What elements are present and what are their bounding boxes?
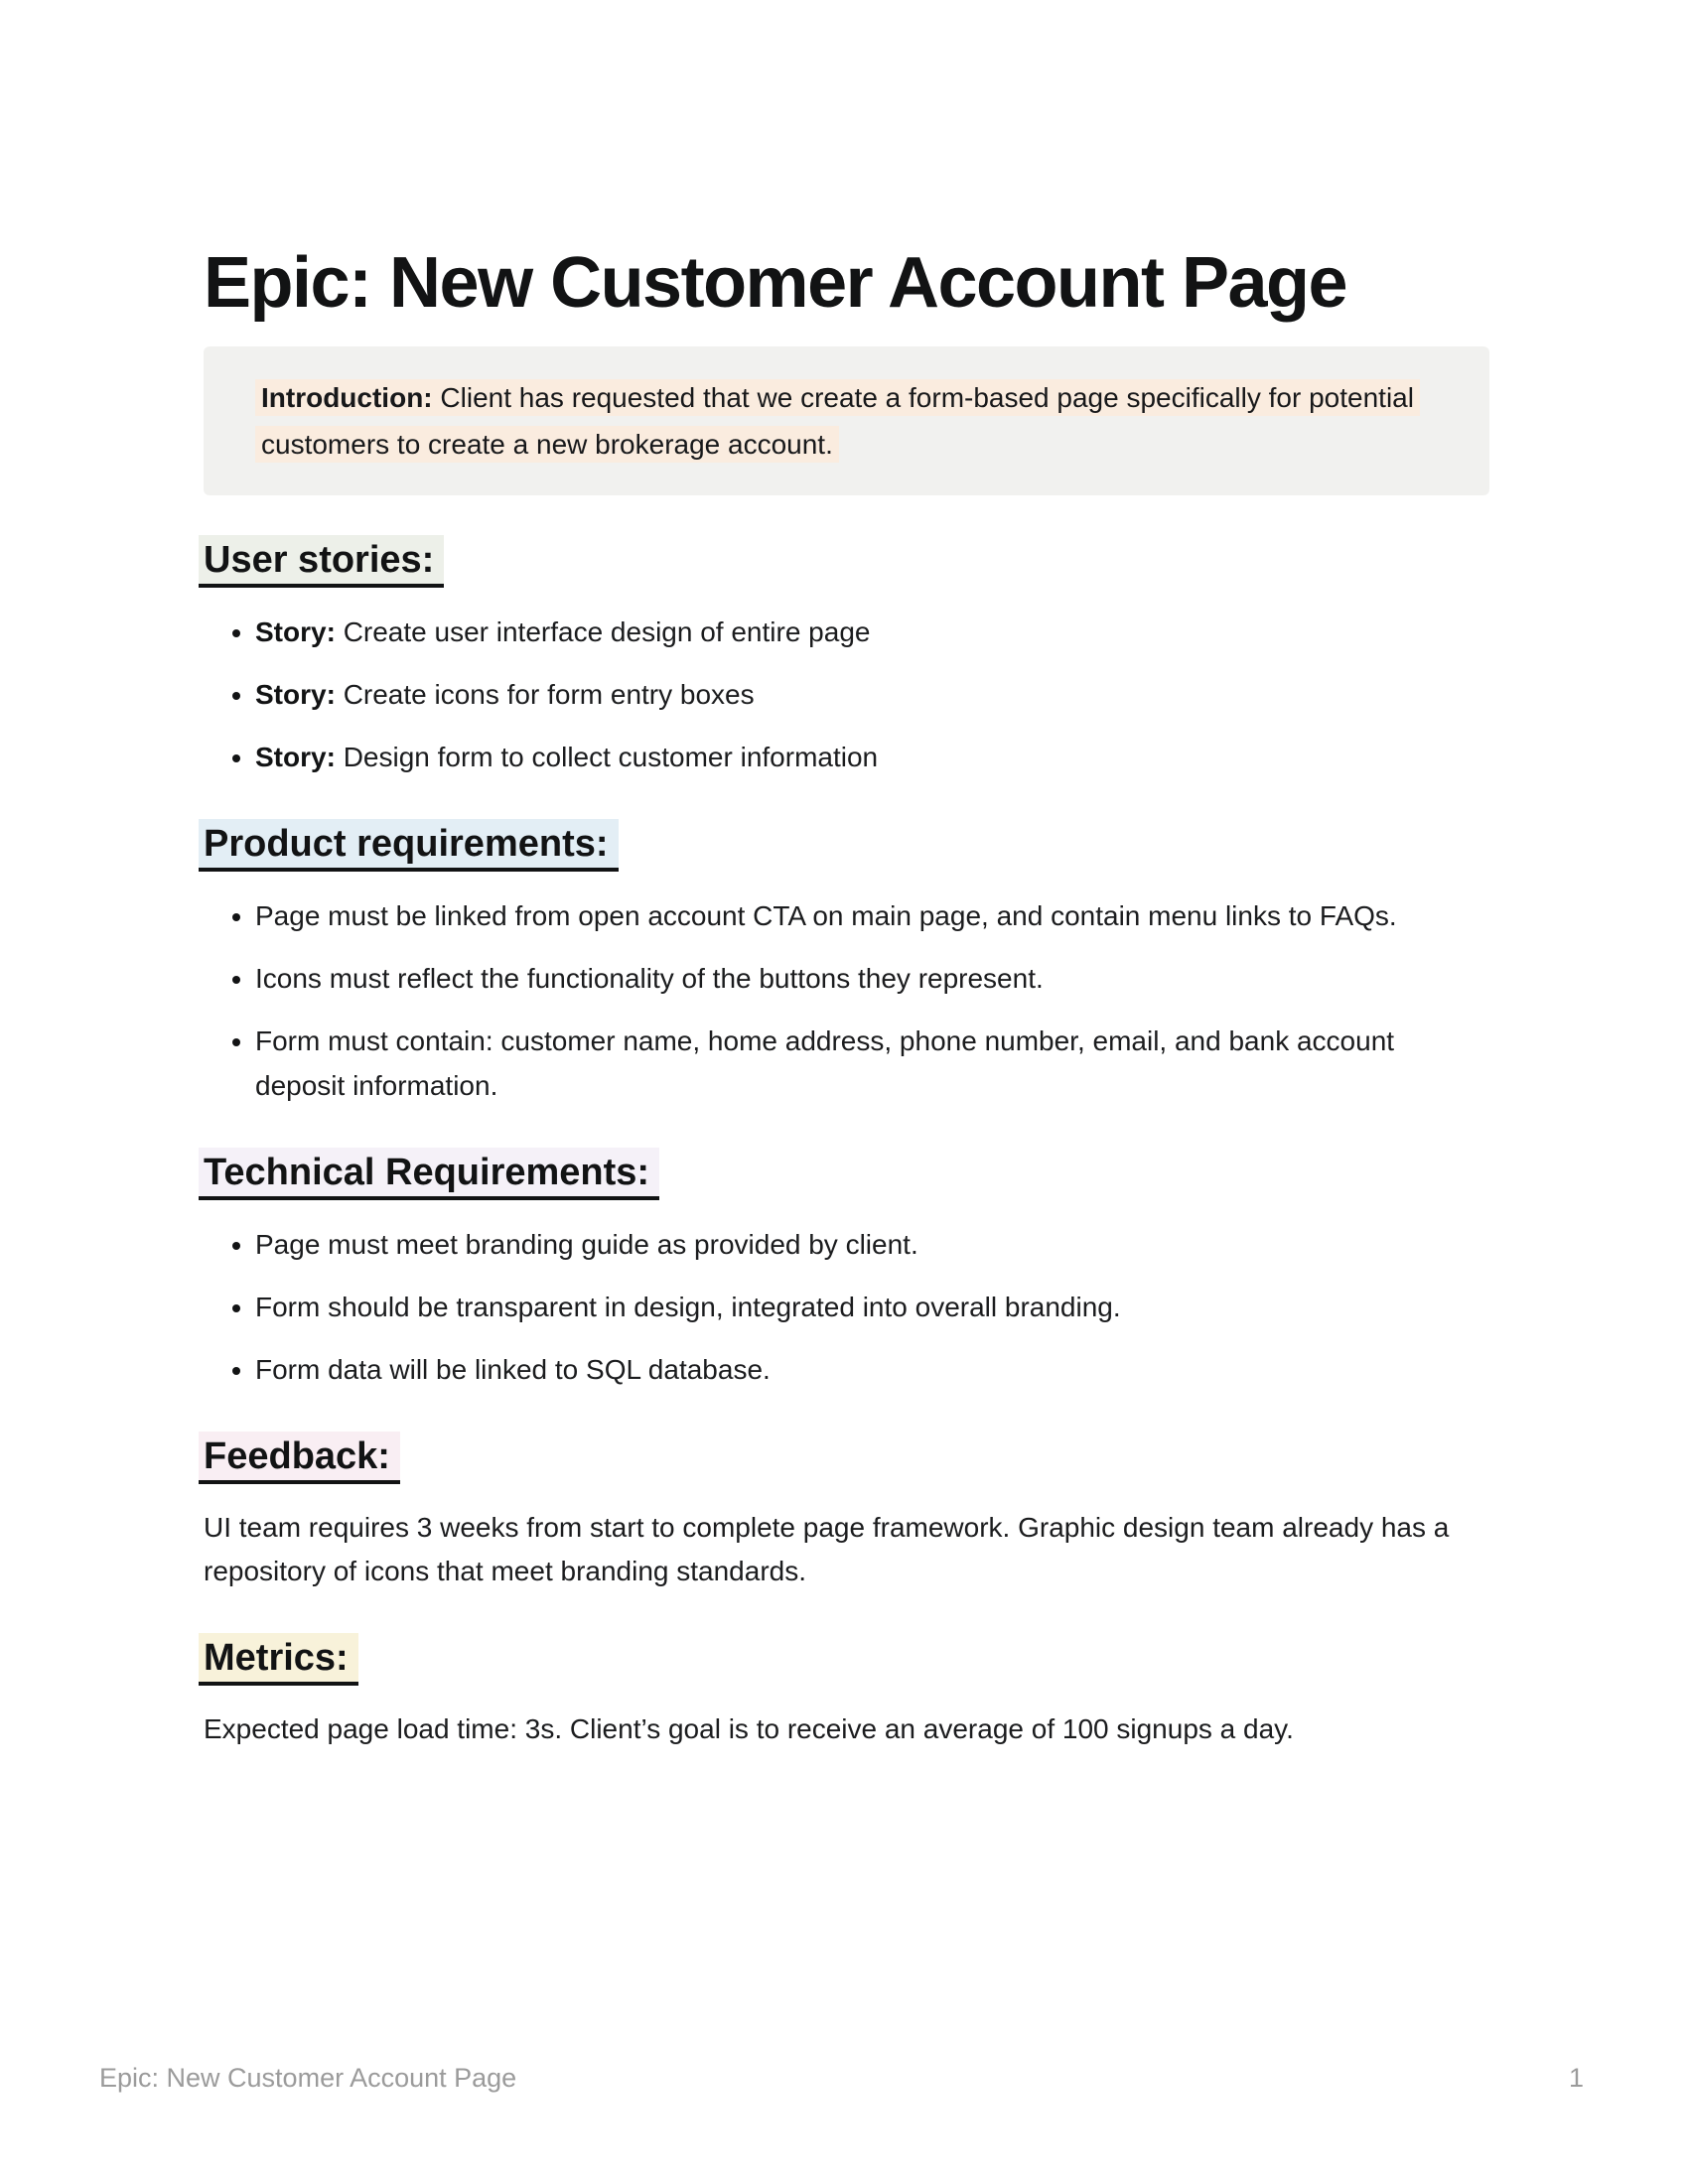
section-feedback	[204, 1432, 1489, 1593]
list-item	[255, 672, 1484, 717]
item-text: Form must contain: customer name, home address, phone number, email, and bank account deposit information.	[255, 1025, 1395, 1102]
section-heading-metrics	[204, 1633, 1489, 1686]
heading-highlight: Technical Requirements:	[199, 1148, 659, 1200]
intro-highlight	[255, 379, 1420, 463]
item-text: Page must be linked from open account CTA on main page, and contain menu links to FAQs.	[255, 900, 1397, 932]
intro-paragraph	[255, 374, 1450, 468]
item-text: Design form to collect customer information	[343, 742, 879, 773]
item-text: Form should be transparent in design, integrated into overall branding.	[255, 1292, 1121, 1323]
feedback-text: UI team requires 3 weeks from start to complete page framework. Graphic design team already has a repository of icons that meet branding standards.	[204, 1512, 1450, 1587]
user-stories-list	[204, 610, 1489, 779]
item-label: Story:	[255, 679, 336, 711]
heading-highlight: User stories:	[199, 535, 444, 588]
item-text: Create icons for form entry boxes	[343, 679, 755, 711]
item-text: Icons must reflect the functionality of the buttons they represent.	[255, 963, 1044, 995]
item-label: Story:	[255, 742, 336, 773]
section-heading-user-stories	[204, 535, 1489, 588]
list-item	[255, 1222, 1484, 1267]
item-text: Form data will be linked to SQL database.	[255, 1354, 771, 1386]
item-label: Story:	[255, 616, 336, 648]
item-text: Create user interface design of entire page	[343, 616, 871, 648]
intro-panel	[204, 346, 1489, 495]
section-heading-feedback	[204, 1432, 1489, 1484]
intro-label: Introduction:	[261, 382, 433, 414]
list-item	[255, 956, 1484, 1001]
list-item	[255, 735, 1484, 779]
section-user-stories	[204, 535, 1489, 779]
item-text: Page must meet branding guide as provided by client.	[255, 1229, 918, 1261]
section-metrics	[204, 1633, 1489, 1751]
section-technical-requirements	[204, 1148, 1489, 1392]
section-heading-technical-requirements	[204, 1148, 1489, 1200]
list-item	[255, 1285, 1484, 1329]
section-heading-product-requirements	[204, 819, 1489, 872]
heading-highlight: Metrics:	[199, 1633, 358, 1686]
page-footer	[99, 2063, 1584, 2094]
list-item	[255, 893, 1484, 938]
intro-text: Client has requested that we create a form-based page specifically for potential customers to create a new brokerage account.	[261, 382, 1414, 461]
technical-requirements-list	[204, 1222, 1489, 1392]
metrics-text: Expected page load time: 3s. Client’s goal is to receive an average of 100 signups a day.	[204, 1713, 1294, 1745]
list-item	[255, 1347, 1484, 1392]
footer-page-number: 1	[1568, 2063, 1584, 2093]
heading-highlight: Product requirements:	[199, 819, 619, 872]
footer-document-title: Epic: New Customer Account Page	[99, 2063, 517, 2093]
page-title: Epic: New Customer Account Page	[204, 243, 1347, 323]
heading-highlight: Feedback:	[199, 1432, 400, 1484]
section-product-requirements	[204, 819, 1489, 1108]
product-requirements-list	[204, 893, 1489, 1108]
list-item	[255, 610, 1484, 654]
list-item	[255, 1019, 1484, 1108]
